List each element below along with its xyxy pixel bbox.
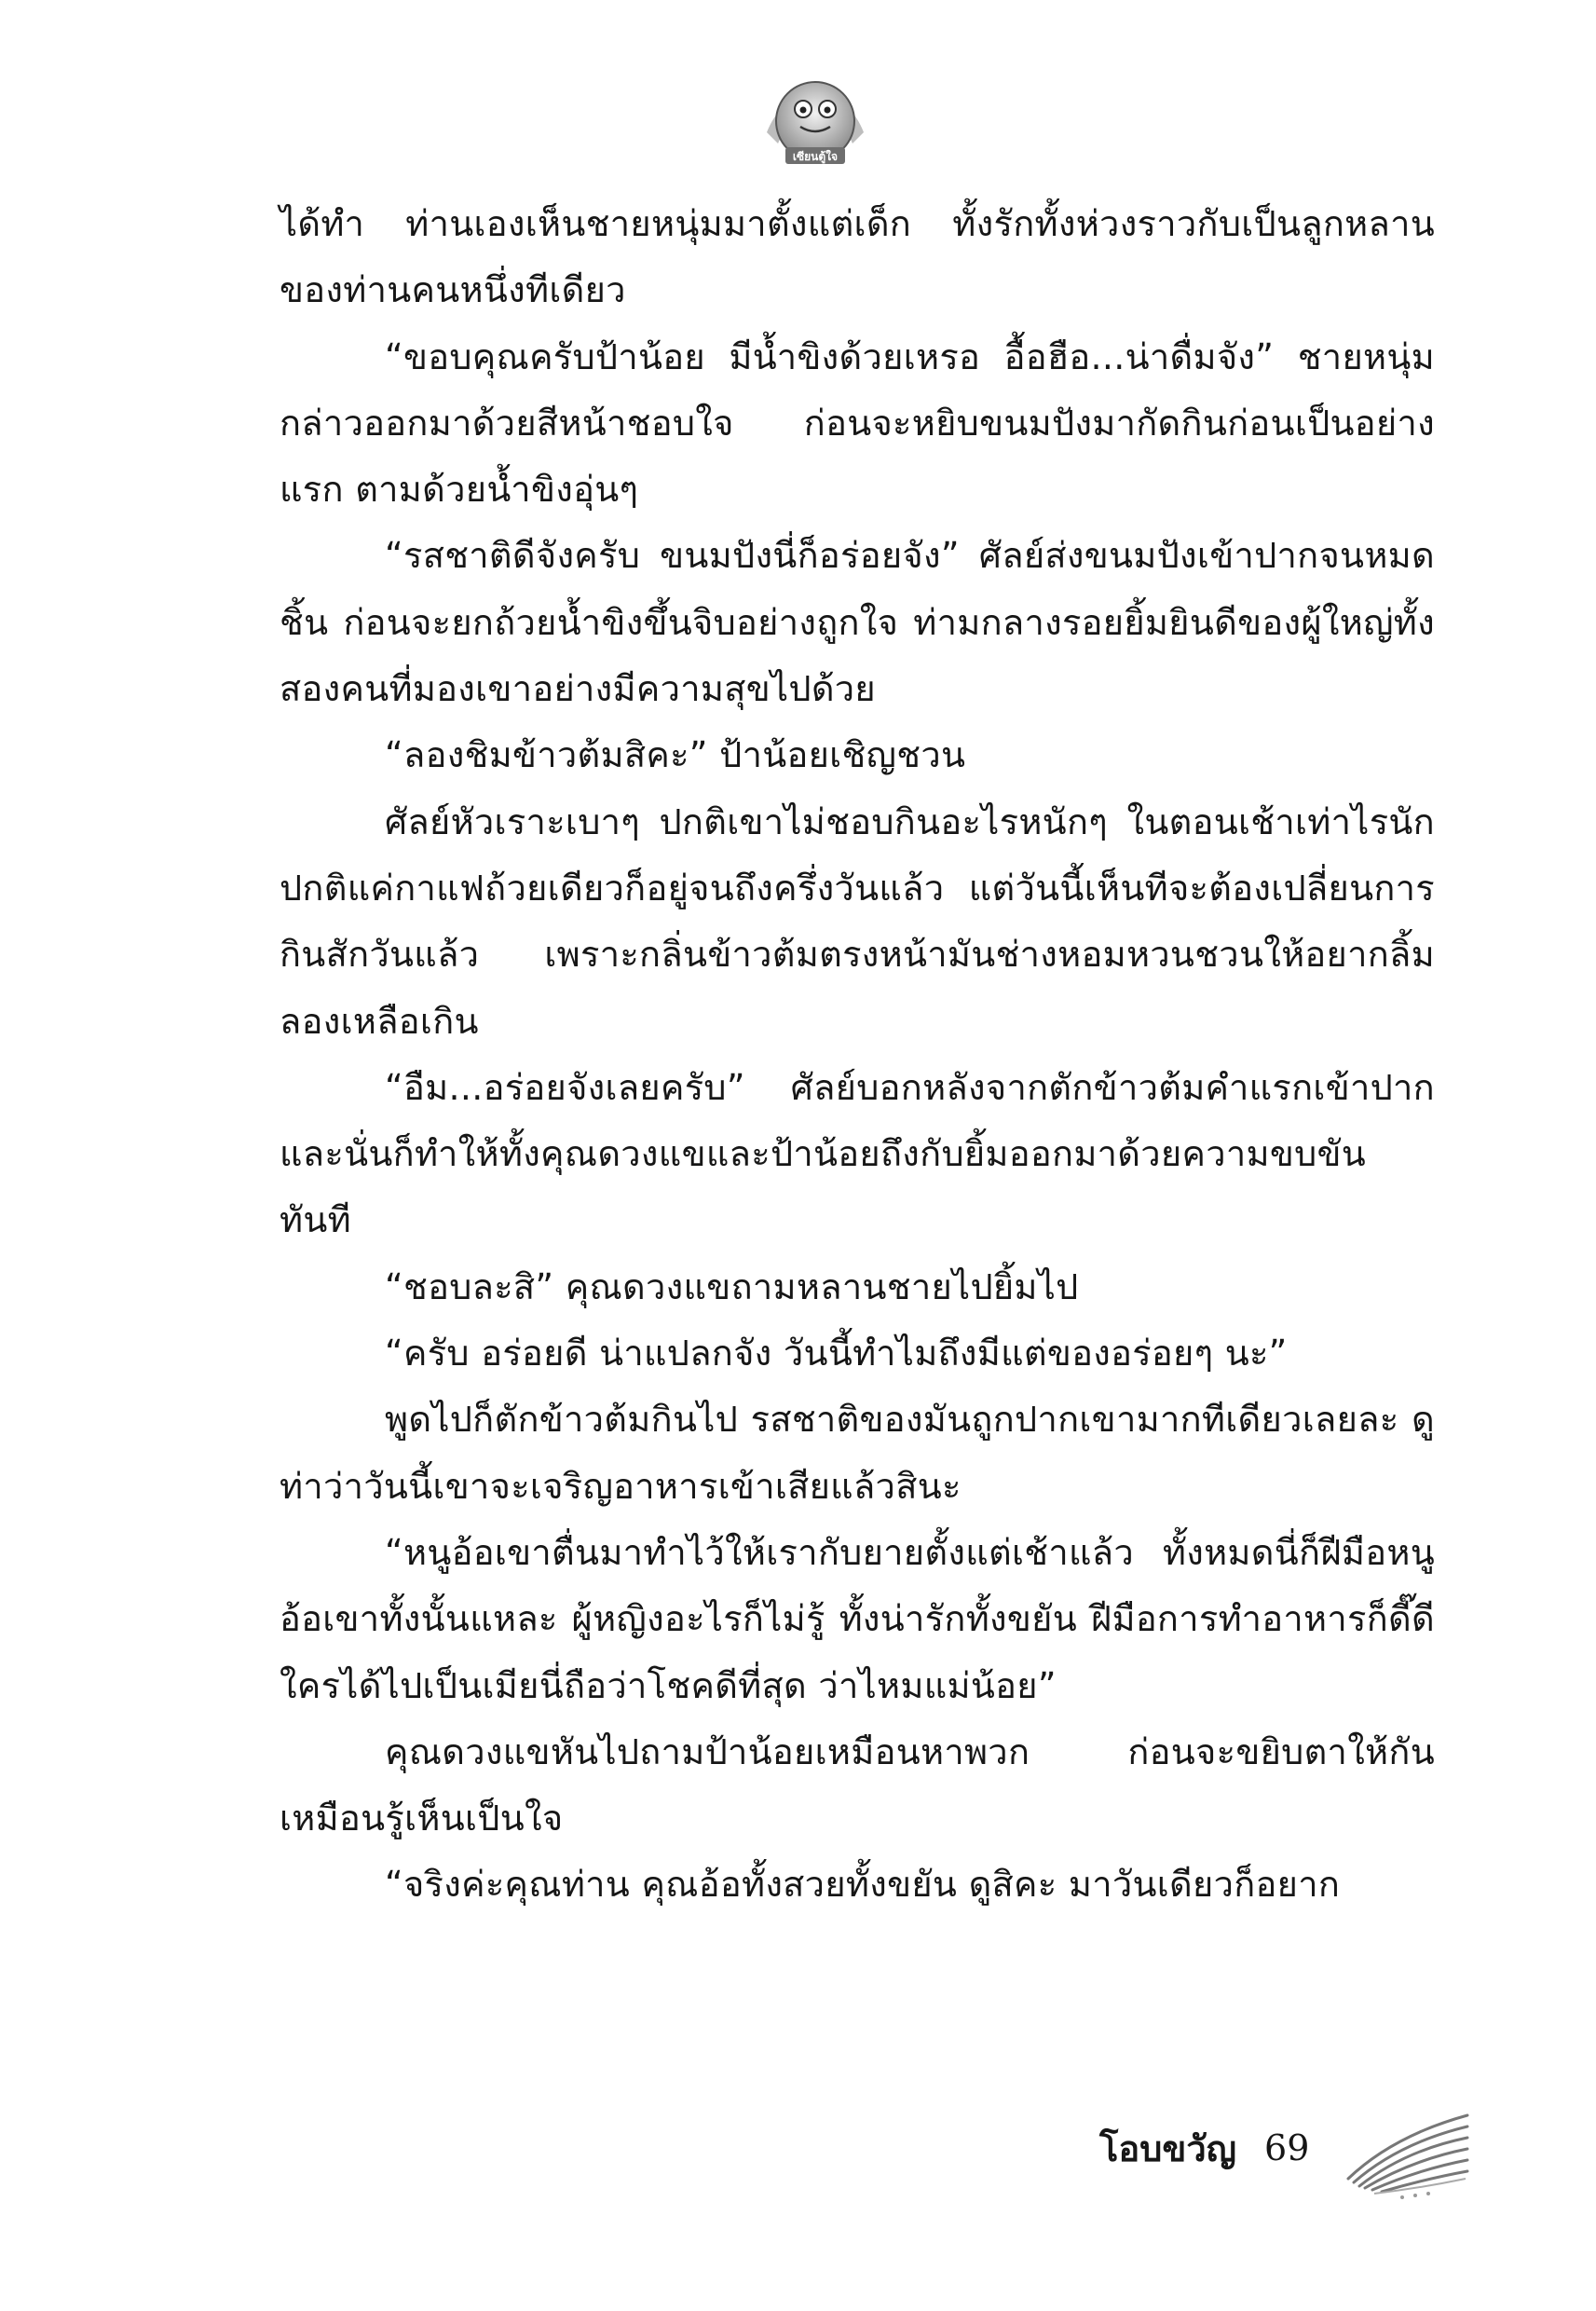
paragraph: คุณดวงแขหันไปถามป้าน้อยเหมือนหาพวก ก่อนจะขยิบตาให้กันเหมือนรู้เห็นเป็นใจ: [280, 1730, 1435, 1839]
paragraph: “ครับ อร่อยดี น่าแปลกจัง วันนี้ทำไมถึงมีแต่ของอร่อยๆ นะ”: [385, 1333, 1288, 1374]
emblem-text: เซียนตู้ใจ: [792, 150, 839, 163]
book-pages-icon: [1337, 2078, 1477, 2218]
paragraph: พูดไปก็ตักข้าวต้มกินไป รสชาติของมันถูกปากเขามากทีเดียวเลยละ ดูท่าว่าวันนี้เขาจะเจริญอาหารเข้าเสียแล้วสินะ: [280, 1399, 1435, 1507]
page-footer: [1099, 2078, 1477, 2218]
body-text: [280, 191, 1435, 1919]
mascot-emblem-icon: [759, 67, 871, 179]
paragraph: “ชอบละสิ” คุณดวงแขถามหลานชายไปยิ้มไป: [385, 1265, 1079, 1307]
book-title: โอบขวัญ: [1099, 2127, 1237, 2169]
paragraph: ได้ทำ ท่านเองเห็นชายหนุ่มมาตั้งแต่เด็ก ทั้งรักทั้งห่วงราวกับเป็นลูกหลานของท่านคนหนึ่งทีเดียว: [280, 203, 1435, 311]
paragraph: “จริงค่ะคุณท่าน คุณอ้อทั้งสวยทั้งขยัน ดูสิคะ มาวันเดียวก็อยาก: [385, 1864, 1341, 1906]
page-number: 69: [1264, 2127, 1310, 2168]
paragraph: “ลองชิมข้าวต้มสิคะ” ป้าน้อยเชิญชวน: [385, 734, 966, 776]
paragraph: “อืม...อร่อยจังเลยครับ” ศัลย์บอกหลังจากตักข้าวต้มคำแรกเข้าปาก และนั่นก็ทำให้ทั้งคุณดวงแขและป้าน้อยถึงกับยิ้มออกมาด้วยความขบขันทันที: [280, 1066, 1435, 1241]
paragraph: “รสชาติดีจังครับ ขนมปังนี่ก็อร่อยจัง” ศัลย์ส่งขนมปังเข้าปากจนหมดชิ้น ก่อนจะยกถ้วยน้ำขิงขึ้นจิบอย่างถูกใจ ท่ามกลางรอยยิ้มยินดีของผู้ใหญ่ทั้งสองคนที่มองเขาอย่างมีความสุขไปด้วย: [280, 535, 1435, 710]
paragraph: ศัลย์หัวเราะเบาๆ ปกติเขาไม่ชอบกินอะไรหนักๆ ในตอนเช้าเท่าไรนัก ปกติแค่กาแฟถ้วยเดียวก็อยู่จนถึงครึ่งวันแล้ว แต่วันนี้เห็นทีจะต้องเปลี่ยนการกินสักวันแล้ว เพราะกลิ่นข้าวต้มตรงหน้ามันช่างหอมหวนชวนให้อยากลิ้มลองเหลือเกิน: [280, 800, 1435, 1042]
paragraph: “ขอบคุณครับป้าน้อย มีน้ำขิงด้วยเหรอ อื้อฮือ...น่าดื่มจัง” ชายหนุ่มกล่าวออกมาด้วยสีหน้าชอบใจ ก่อนจะหยิบขนมปังมากัดกินก่อนเป็นอย่างแรก ตามด้วยน้ำขิงอุ่นๆ: [280, 335, 1435, 511]
paragraph: “หนูอ้อเขาตื่นมาทำไว้ให้เรากับยายตั้งแต่เช้าแล้ว ทั้งหมดนี่ก็ฝีมือหนูอ้อเขาทั้งนั้นแหละ ผู้หญิงอะไรก็ไม่รู้ ทั้งน่ารักทั้งขยัน ฝีมือการทำอาหารก็ดี๊ดี ใครได้ไปเป็นเมียนี่ถือว่าโชคดีที่สุด ว่าไหมแม่น้อย”: [280, 1531, 1435, 1706]
